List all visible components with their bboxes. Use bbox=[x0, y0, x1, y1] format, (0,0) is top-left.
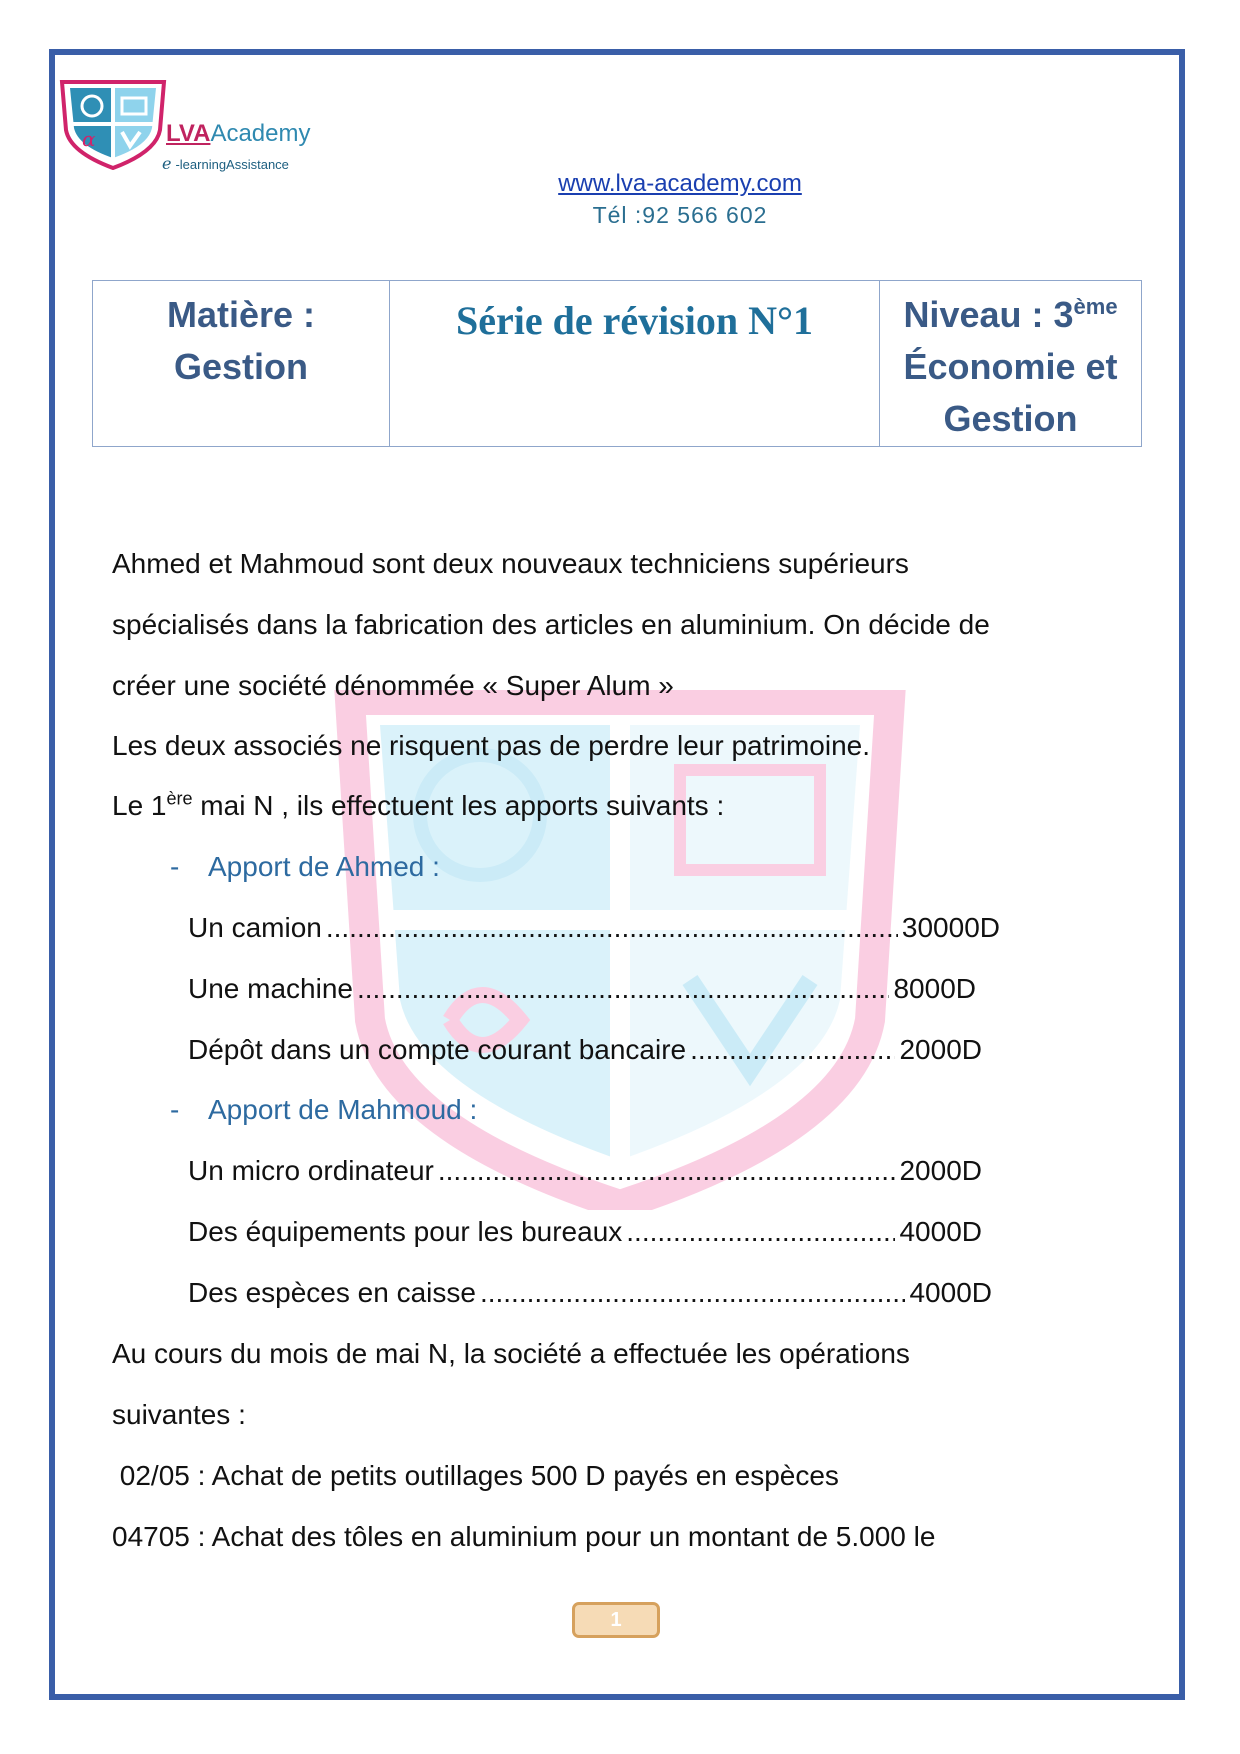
date-sup: ère bbox=[166, 788, 193, 809]
niveau-line1 bbox=[881, 289, 1140, 341]
paragraph-line: suivantes : bbox=[112, 1399, 246, 1430]
matiere-value: Gestion bbox=[173, 346, 308, 387]
apport-mahmoud-heading: Apport de Mahmoud : bbox=[208, 1094, 478, 1125]
operation-line: 02/05 : Achat de petits outillages 500 D payés en espèces bbox=[112, 1460, 839, 1491]
bullet-dash: - bbox=[170, 851, 180, 882]
niveau-line3: Gestion bbox=[943, 398, 1078, 439]
tagline-e: e bbox=[162, 154, 172, 173]
item-label: Des équipements pour les bureaux bbox=[188, 1216, 623, 1247]
brand-lv: LVA bbox=[166, 120, 211, 147]
list-item bbox=[188, 912, 1000, 944]
item-label: Une machine bbox=[188, 973, 353, 1004]
brand-academy: Academy bbox=[210, 120, 311, 147]
item-label: Un camion bbox=[188, 912, 322, 943]
niveau-sup: ème bbox=[1073, 294, 1118, 319]
paragraph-line: Ahmed et Mahmoud sont deux nouveaux techniciens supérieurs bbox=[112, 548, 909, 579]
title-table bbox=[92, 280, 1142, 447]
svg-text:α: α bbox=[82, 127, 96, 151]
list-item bbox=[188, 1277, 992, 1309]
niveau-prefix: Niveau : 3 bbox=[903, 294, 1074, 335]
dot-leader bbox=[438, 1155, 896, 1187]
operation-line: 04705 : Achat des tôles en aluminium pour un montant de 5.000 le bbox=[112, 1521, 936, 1552]
list-item bbox=[188, 1155, 982, 1187]
page-number: 1 bbox=[572, 1602, 660, 1638]
niveau-cell bbox=[880, 281, 1142, 447]
paragraph-line: créer une société dénommée « Super Alum » bbox=[112, 670, 674, 701]
phone-number: Tél :92 566 602 bbox=[592, 202, 768, 228]
website-link[interactable]: www.lva-academy.com bbox=[558, 170, 802, 197]
item-label: Dépôt dans un compte courant bancaire bbox=[188, 1034, 687, 1065]
dot-leader bbox=[626, 1216, 895, 1248]
paragraph-line: spécialisés dans la fabrication des articles en aluminium. On décide de bbox=[112, 609, 990, 640]
apport-ahmed-heading: Apport de Ahmed : bbox=[208, 851, 440, 882]
dot-leader bbox=[326, 912, 898, 944]
matiere-label: Matière : bbox=[166, 294, 316, 335]
item-amount: 2000D bbox=[899, 1034, 982, 1065]
watermark-logo-icon bbox=[330, 690, 910, 1210]
brand-name bbox=[166, 120, 310, 148]
item-amount: 8000D bbox=[893, 973, 976, 1004]
item-amount: 4000D bbox=[899, 1216, 982, 1247]
item-label: Un micro ordinateur bbox=[188, 1155, 434, 1186]
list-item bbox=[188, 973, 976, 1005]
list-item bbox=[188, 1034, 982, 1066]
lva-logo-icon bbox=[58, 78, 168, 170]
matiere-cell bbox=[93, 281, 390, 447]
serie-title: Série de révision N°1 bbox=[390, 281, 880, 447]
dot-leader bbox=[480, 1277, 906, 1309]
item-amount: 2000D bbox=[899, 1155, 982, 1186]
item-amount: 4000D bbox=[909, 1277, 992, 1308]
paragraph-line: Les deux associés ne risquent pas de perdre leur patrimoine. bbox=[112, 730, 870, 761]
dot-leader bbox=[357, 973, 890, 1005]
tagline-text: -learningAssistance bbox=[175, 157, 289, 172]
paragraph-line bbox=[112, 790, 724, 822]
paragraph-line: Au cours du mois de mai N, la société a effectuée les opérations bbox=[112, 1338, 910, 1369]
item-label: Des espèces en caisse bbox=[188, 1277, 476, 1308]
list-item bbox=[188, 1216, 982, 1248]
dot-leader bbox=[690, 1034, 895, 1066]
date-suffix: mai N , ils effectuent les apports suivants : bbox=[192, 790, 725, 821]
niveau-line2: Économie et bbox=[903, 346, 1118, 387]
item-amount: 30000D bbox=[901, 912, 1000, 943]
bullet-dash: - bbox=[170, 1094, 180, 1125]
date-prefix: Le 1 bbox=[112, 790, 167, 821]
